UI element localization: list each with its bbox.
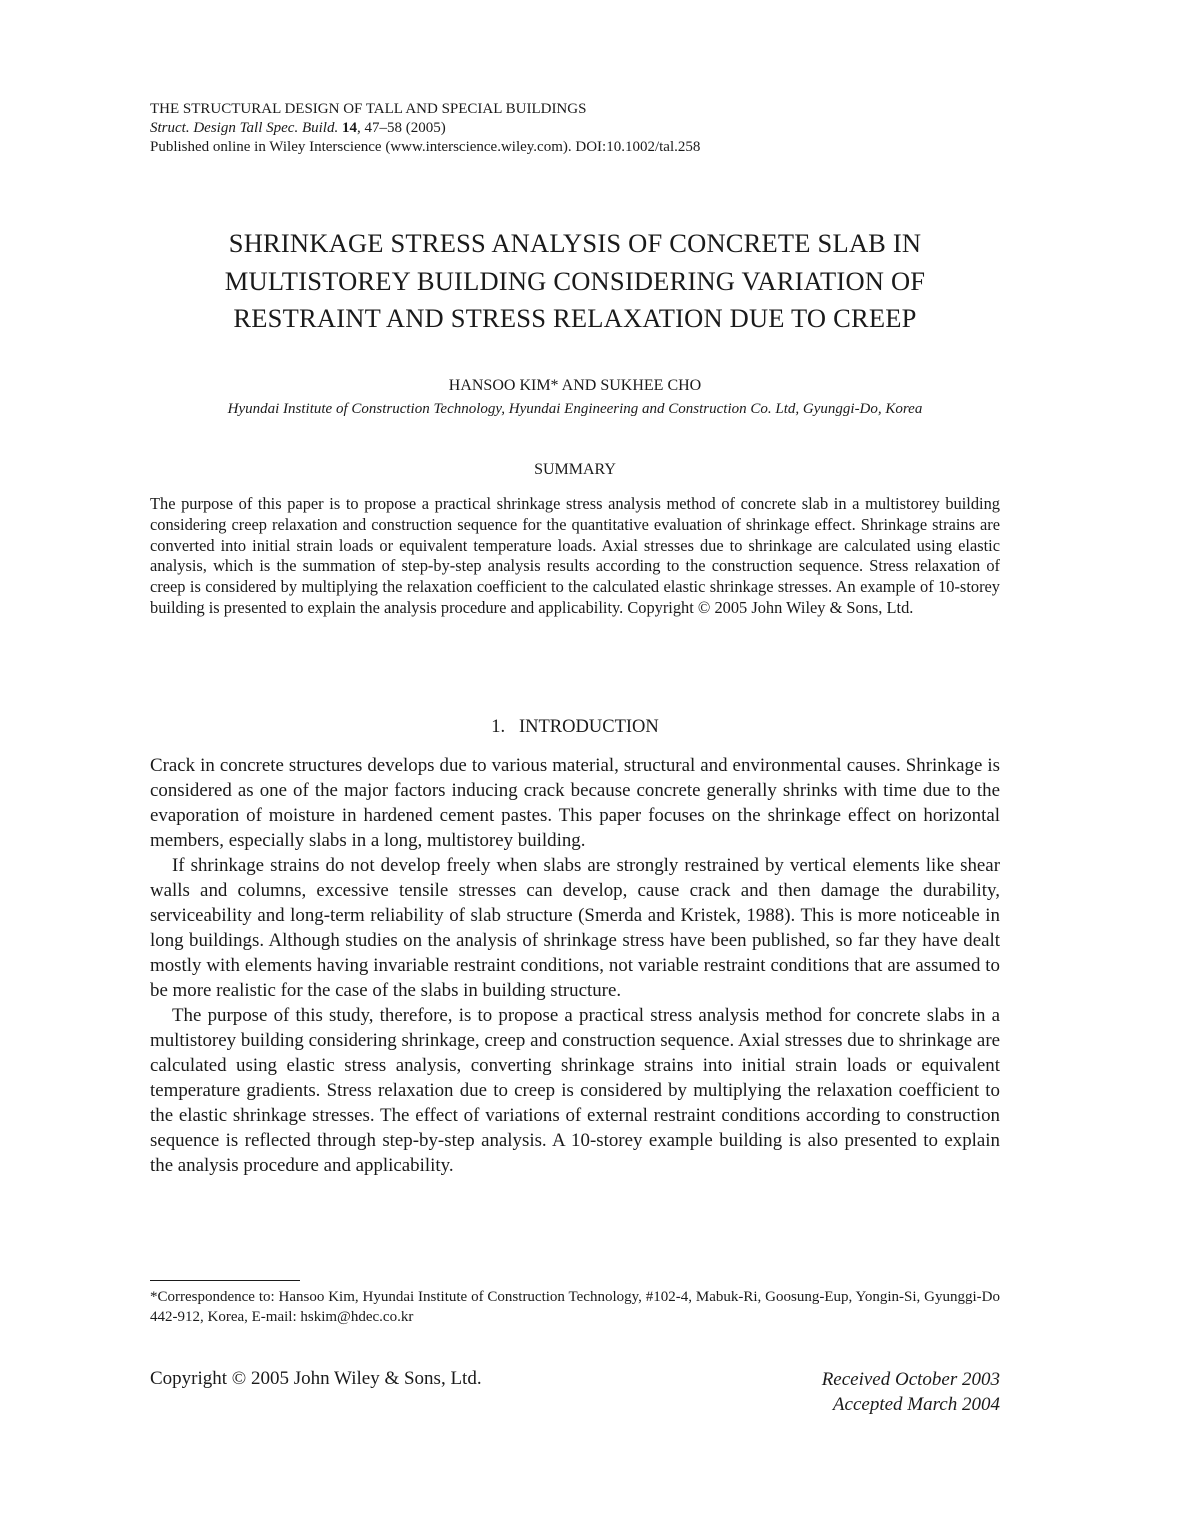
paper-title [150,225,1000,338]
copyright-notice: Copyright © 2005 John Wiley & Sons, Ltd. [150,1368,482,1389]
title-line: SHRINKAGE STRESS ANALYSIS OF CONCRETE SLAB IN [228,228,922,258]
published-online-line: Published online in Wiley Interscience (www.interscience.wiley.com). DOI:10.1002/tal.258 [150,139,701,155]
received-date: Received October 2003 [821,1369,1000,1390]
affiliation: Hyundai Institute of Construction Technology, Hyundai Engineering and Construction Co. Ltd, Gyunggi-Do, Korea [227,401,923,417]
summary-text: The purpose of this paper is to propose a practical shrinkage stress analysis method of concrete slab in a multistorey building considering creep relaxation and construction sequence for the quantitative evaluation of shrinkage effect. Shrinkage strains are converted into initial strain loads or equivalent temperature loads. Axial stresses due to shrinkage are calculated using elastic analysis, which is the summation of step-by-step analysis results according to the construction sequence. Stress relaxation of creep is considered by multiplying the relaxation coefficient to the calculated elastic shrinkage stresses. An example of 10-storey building is presented to explain the analysis procedure and applicability. Copyright © 2005 John Wiley & Sons, Ltd. [150,494,1000,617]
introduction-body [150,753,1000,1178]
correspondence-footnote: *Correspondence to: Hansoo Kim, Hyundai Institute of Construction Technology, #102-4, Mabuk-Ri, Goosung-Eup, Yongin-Si, Gyunggi-Do 442-912, Korea, E-mail: hskim@hdec.co.kr [150,1289,1000,1325]
paper-page [150,0,1000,1536]
footnote-divider [150,1280,300,1281]
submission-dates [822,1367,1000,1417]
journal-name: THE STRUCTURAL DESIGN OF TALL AND SPECIAL BUILDINGS [150,101,587,117]
introduction-heading: 1. INTRODUCTION [491,717,659,737]
introduction-paragraph: The purpose of this study, therefore, is to propose a practical stress analysis method for concrete slabs in a multistorey building considering shrinkage, creep and construction sequence. Axial stresses due to shrinkage are calculated using elastic stress analysis, converting shrinkage strains into initial strain loads or equivalent temperature gradients. Stress relaxation due to creep is considered by multiplying the relaxation coefficient to the elastic shrinkage stresses. The effect of variations of external restraint conditions according to construction sequence is reflected through step-by-step analysis. A 10-storey example building is also presented to explain the analysis procedure and applicability. [150,1005,1000,1176]
journal-citation [150,119,1000,138]
citation-pages-year: , 47–58 (2005) [356,120,446,136]
accepted-date: Accepted March 2004 [832,1394,1000,1415]
title-line: RESTRAINT AND STRESS RELAXATION DUE TO CREEP [233,303,917,333]
introduction-paragraph: If shrinkage strains do not develop freely when slabs are strongly restrained by vertical elements like shear walls and columns, excessive tensile stresses can develop, cause crack and then damage the durability, serviceability and long-term reliability of slab structure (Smerda and Kristek, 1988). This is more noticeable in long buildings. Although studies on the analysis of shrinkage stress have been published, so far they have dealt mostly with elements having invariable restraint conditions, not variable restraint conditions that are assumed to be more realistic for the case of the slabs in building structure. [150,855,1000,1001]
introduction-paragraph: Crack in concrete structures develops due to various material, structural and environmental causes. Shrinkage is considered as one of the major factors inducing crack because concrete generally shrinks with time due to the evaporation of moisture in hardened cement pastes. This paper focuses on the shrinkage effect on horizontal members, especially slabs in a long, multistorey building. [150,755,1000,851]
summary-heading: SUMMARY [534,461,616,478]
citation-volume: 14 [341,120,357,136]
citation-abbrev: Struct. Design Tall Spec. Build. [150,120,339,136]
authors: HANSOO KIM* AND SUKHEE CHO [448,377,702,394]
title-line: MULTISTOREY BUILDING CONSIDERING VARIATION OF [224,265,926,296]
journal-header [150,100,1000,157]
